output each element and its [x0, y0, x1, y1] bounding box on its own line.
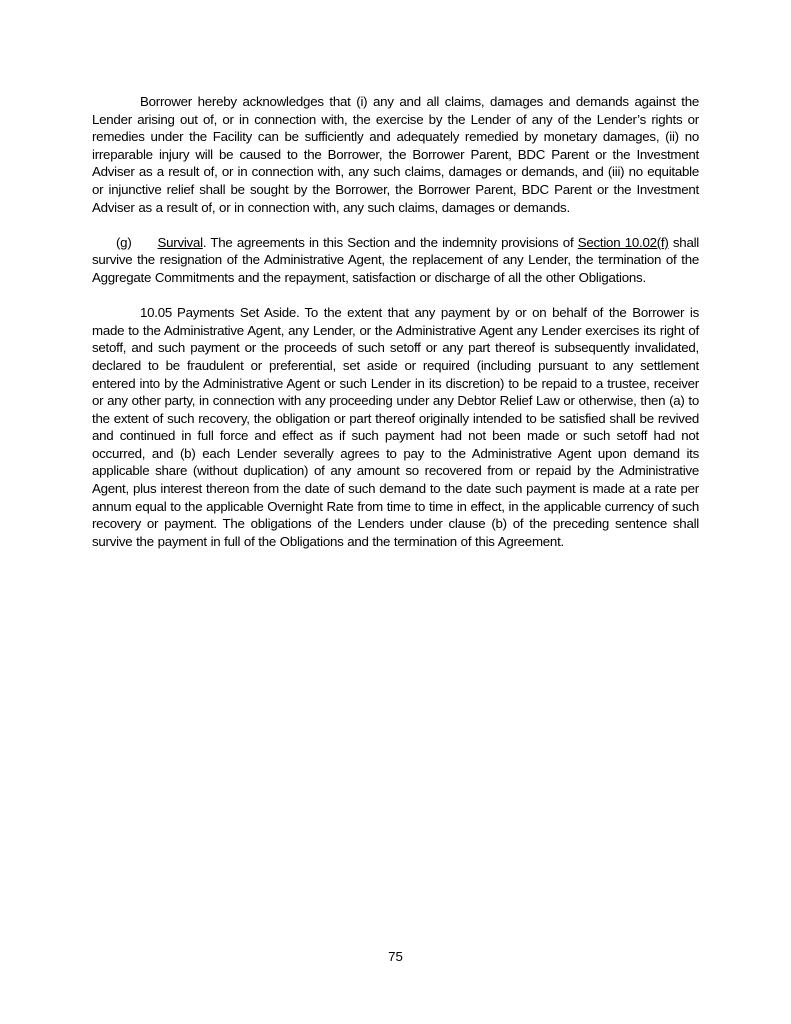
document-page	[92, 93, 699, 550]
survival-paragraph	[92, 234, 699, 287]
payments-set-aside-paragraph	[92, 304, 699, 550]
section-number: 10.05	[140, 305, 173, 321]
clause-label: (g)	[116, 234, 132, 250]
survival-text-part-1: . The agreements in this Section and the indemnity provisions of	[202, 234, 578, 250]
survival-text-part-2: shall survive the resignation of the Administrative Agent, the replacement of any Lender, the termination of the Aggregate Commitments and the repayment, satisfaction or discharge of all the other Obligations.	[92, 234, 700, 285]
page-number: 75	[388, 949, 403, 964]
section-heading: Payments Set Aside.	[177, 305, 300, 321]
section-text: To the extent that any payment by or on behalf of the Borrower is made to the Administrative Agent, any Lender, or the Administrative Agent any Lender exercises its right of setoff, and such payment or the proceeds of such setoff or any part thereof is subsequently invalidated, declared to be fraudulent or preferential, set aside or required (including pursuant to any settlement entered into by the Administrative Agent or such Lender in its discretion) to be repaid to a trustee, receiver or any other party, in connection with any proceeding under any Debtor Relief Law or otherwise, then (a) to the extent of such recovery, the obligation or part thereof originally intended to be satisfied shall be revived and continued in full force and effect as if such payment had not been made or such setoff had not occurred, and (b) each Lender severally agrees to pay to the Administrative Agent upon demand its applicable share (without duplication) of any amount so recovered from or repaid by the Administrative Agent, plus interest thereon from the date of such demand to the date such payment is made at a rate per annum equal to the applicable Overnight Rate from time to time in effect, in the applicable currency of such recovery or payment. The obligations of the Lenders under clause (b) of the preceding sentence shall survive the payment in full of the Obligations and the termination of this Agreement.	[92, 305, 700, 549]
acknowledgement-paragraph: Borrower hereby acknowledges that (i) any and all claims, damages and demands against the Lender arising out of, or in connection with, the exercise by the Lender of any of the Lender’s rights or remedies under the Facility can be sufficiently and adequately remedied by monetary damages, (ii) no irreparable injury will be caused to the Borrower, the Borrower Parent, BDC Parent or the Investment Adviser as a result of, or in connection with, any such claims, damages or demands, and (iii) no equitable or injunctive relief shall be sought by the Borrower, the Borrower Parent, BDC Parent or the Investment Adviser as a result of, or in connection with, any such claims, damages or demands.	[92, 94, 699, 215]
section-reference: Section 10.02(f)	[577, 234, 669, 250]
survival-heading: Survival	[157, 234, 203, 250]
